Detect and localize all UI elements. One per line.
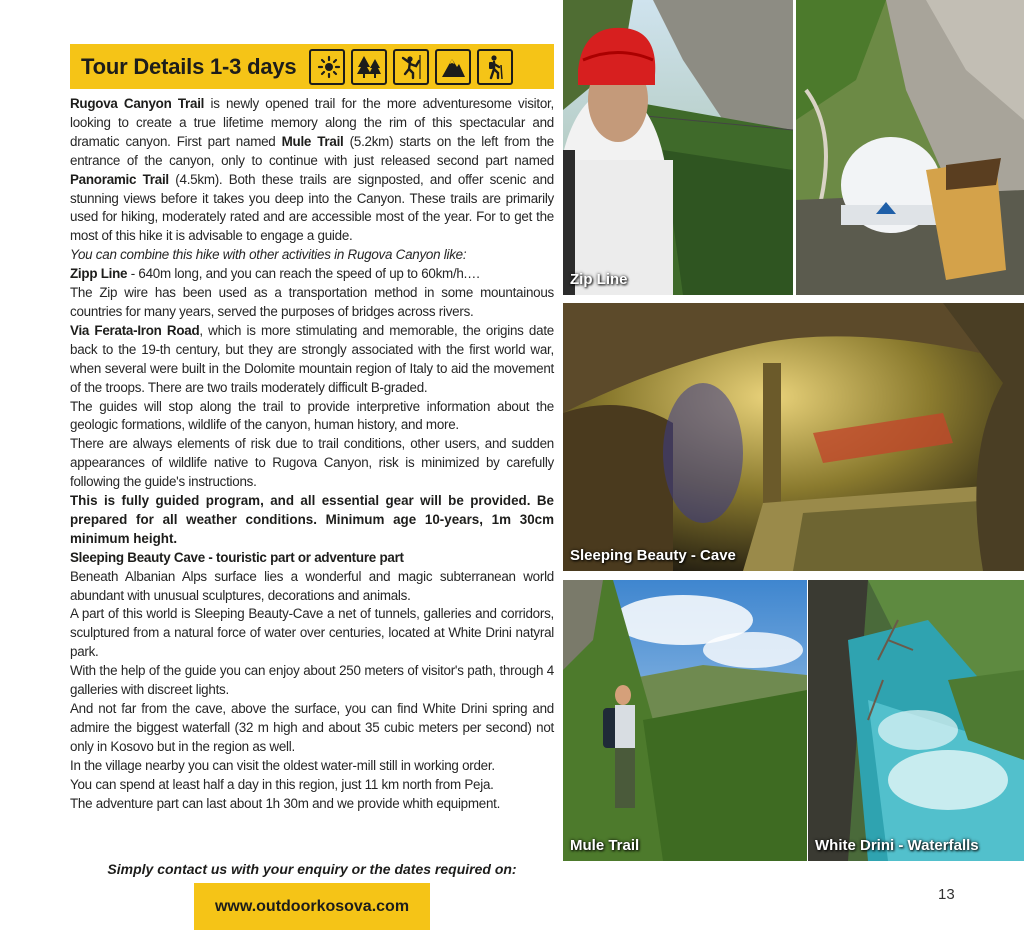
hiker-icon [477,49,513,85]
combine-line: You can combine this hike with other activities in Rugova Canyon like: [70,247,467,263]
activity-icons [309,49,513,85]
zip-wire-paragraph: The Zip wire has been used as a transportation method in some mountainous countries for many years, served the purposes of bridges across rivers. [70,285,554,319]
canyon-gear-photo [796,0,1024,295]
cave-paragraph-2: A part of this world is Sleeping Beauty-Cave a net of tunnels, galleries and corridors, sculptured from a natural force of water over centuries, located at White Drini natyral park. [70,606,554,660]
zipline-paragraph [70,265,554,284]
cave-caption: Sleeping Beauty - Cave [570,547,736,564]
cave-heading [70,549,554,568]
intro-text-2: (5.2km) starts on the left from the entrance of the canyon, only to continue with just released second part named [70,133,554,168]
mountain-icon [435,49,471,85]
contact-line: Simply contact us with your enquiry or the dates required on: [107,861,517,877]
intro-text-3: (4.5km). Both these trails are signposted, and offer scenic and stunning views before it takes you deep into the Canyon. These trails are primarily used for hiking, moderately rated and are accessible most of the year. For to get the most of this hike it is advisable to engage a guide. [70,171,554,244]
via-ferata-text: , which is more stimulating and memorable, the origins date back to the 19-th century, but they are strongly associated with the first world war, when several were built in the Dolomite mountain region of Italy to aid the movement of the troops. There are two trails moderately difficult B-graded. [70,322,554,395]
sleeping-beauty-cave-photo [563,303,1024,571]
cave-paragraph-6: You can spend at least half a day in this region, just 11 km north from Peja. [70,776,494,792]
tour-description [70,95,554,813]
cave-paragraph-5: In the village nearby you can visit the oldest water-mill still in working order. [70,757,495,773]
white-drini-waterfalls-photo [808,580,1024,861]
panoramic-trail-label: Panoramic Trail [70,171,169,187]
mule-trail-caption: Mule Trail [570,837,640,854]
website-link[interactable]: www.outdoorkosova.com [194,883,430,930]
cave-paragraph-1: Beneath Albanian Alps surface lies a wonderful and magic subterranean world abundant with unusual sculptures, decorations and animals. [70,568,554,603]
guided-program-notice: This is fully guided program, and all essential gear will be provided. Be prepared for all weather conditions. Minimum age 10-years, 1m 30cm minimum height. [70,493,554,546]
cave-paragraph-4: And not far from the cave, above the surface, you can find White Drini spring and admire the biggest waterfall (32 m high and about 35 cubic meters per second) not only in Kosovo but in the region as well. [70,701,554,754]
mule-trail-label: Mule Trail [281,133,344,149]
waterfalls-caption: White Drini - Waterfalls [815,837,979,854]
guides-paragraph: The guides will stop along the trail to provide interpretive information about the geologic formations, wildlife of the canyon, human history, and more. [70,398,554,433]
cave-heading-text: Sleeping Beauty Cave - touristic part or adventure part [70,549,404,565]
zipline-title: Zipp Line [70,266,128,282]
zipline-text: - 640m long, and you can reach the speed of up to 60km/h.… [127,266,481,282]
via-ferata-title: Via Ferata-Iron Road [70,322,200,338]
intro-text-1: is newly opened trail for the more adventuresome visitor, looking to create a true lifetime memory along the rim of this spectacular and dramatic canyon. First part named [70,96,555,149]
trees-icon [351,49,387,85]
mule-trail-photo [563,580,807,861]
page-number: 13 [938,886,955,903]
sun-icon [309,49,345,85]
via-ferata-paragraph [70,322,554,398]
tour-details-header [70,44,554,89]
risk-paragraph: There are always elements of risk due to trail conditions, other users, and sudden appearances of wildlife native to Rugova Canyon, risk is minimized by carefully following the guide's instructions. [70,436,554,490]
rugova-canyon-trail-label: Rugova Canyon Trail [70,96,205,111]
zip-line-caption: Zip Line [570,271,628,288]
climber-icon [393,49,429,85]
cave-paragraph-7: The adventure part can last about 1h 30m and we provide whith equipment. [70,795,501,811]
cave-paragraph-3: With the help of the guide you can enjoy about 250 meters of visitor's path, through 4 galleries with discreet lights. [70,663,554,698]
header-title: Tour Details 1-3 days [81,53,297,79]
zip-line-photo [563,0,793,295]
intro-paragraph [70,95,554,246]
